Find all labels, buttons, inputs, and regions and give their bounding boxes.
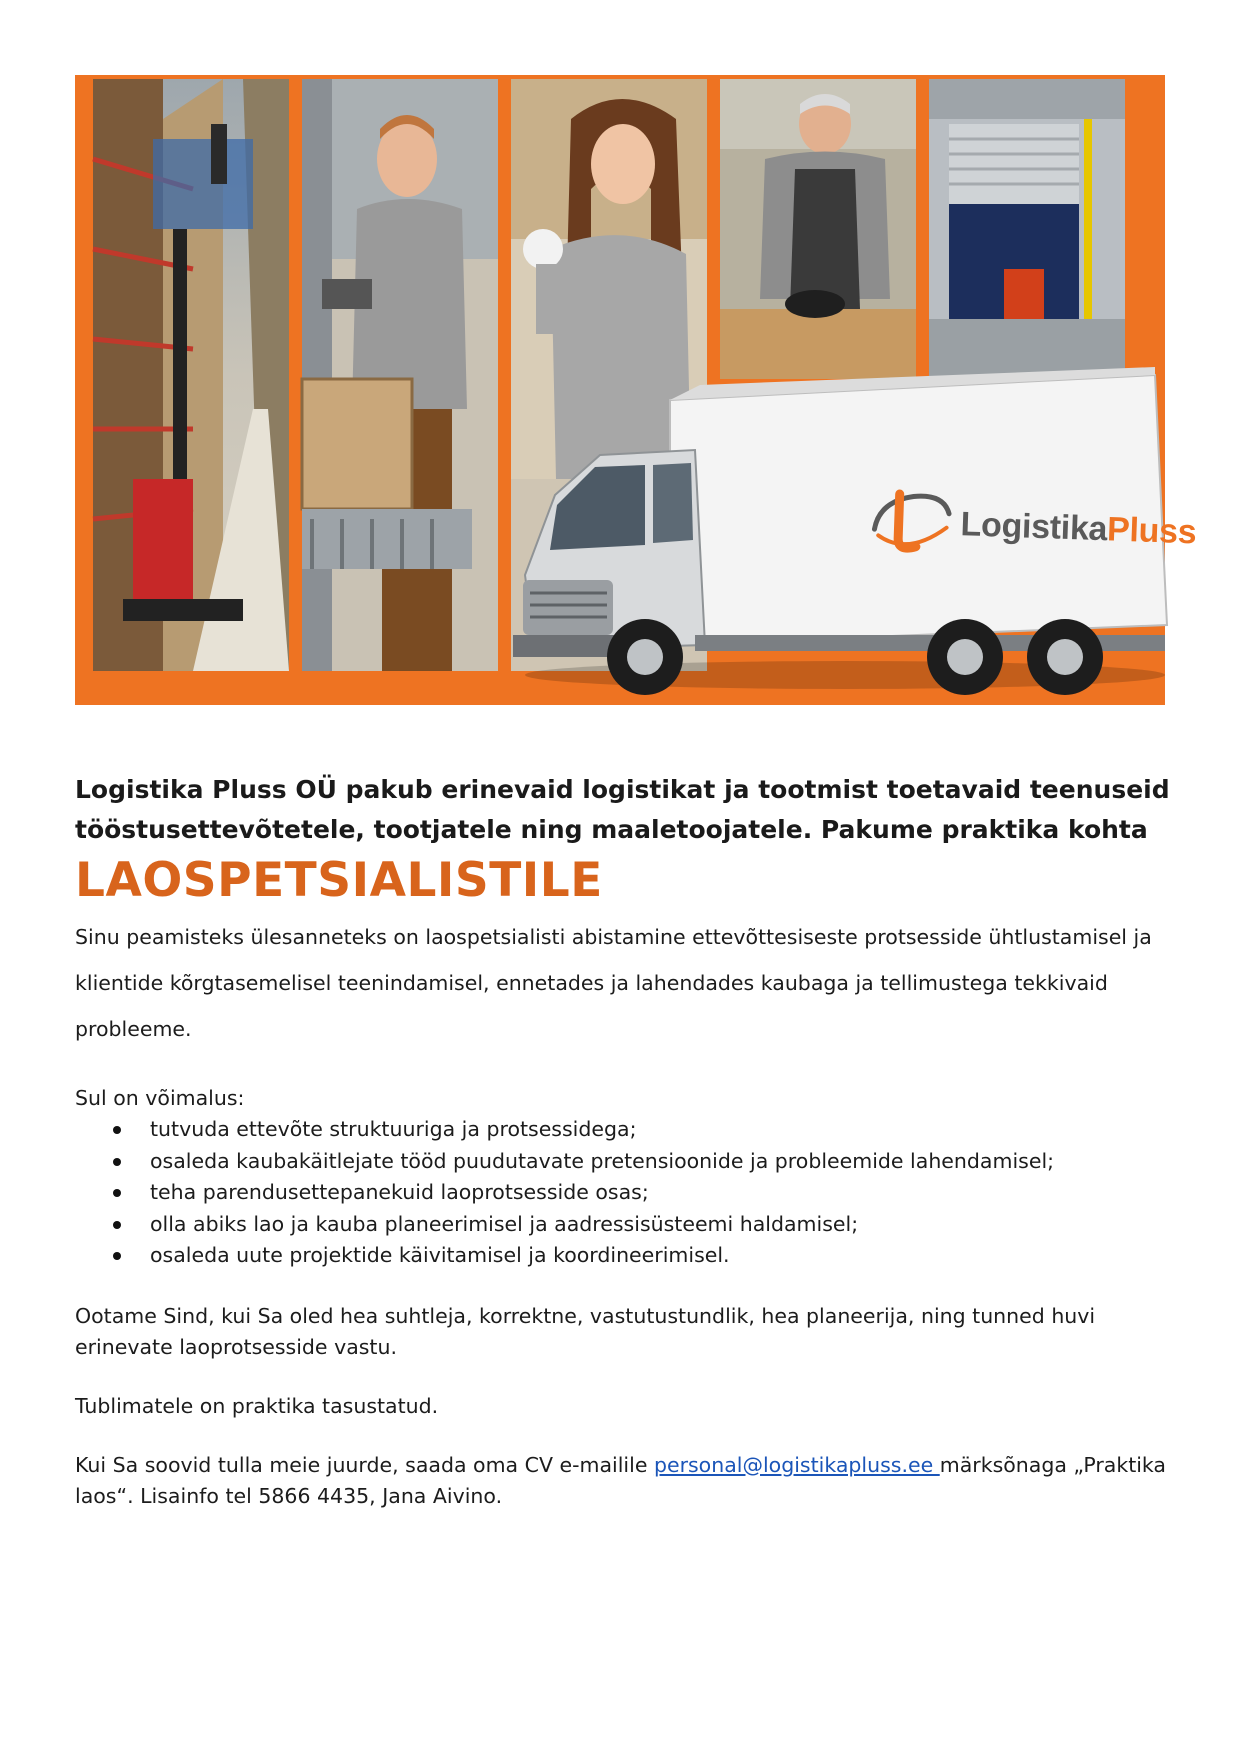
hero-banner (75, 75, 1198, 705)
list-item: osaleda uute projektide käivitamisel ja koordineerimisel. (75, 1240, 1170, 1272)
worker-packing-photo (720, 79, 916, 379)
logo-mark-icon (867, 485, 953, 560)
warehouse-aisle-photo (93, 79, 289, 671)
list-item: olla abiks lao ja kauba planeerimisel ja aadressisüsteemi haldamisel; (75, 1209, 1170, 1241)
job-ad-content (75, 770, 1170, 1512)
company-intro: Logistika Pluss OÜ pakub erinevaid logistikat ja tootmist toetavaid teenuseid tööstusettevõtetele, tootjatele ning maaletoojatele. Pakume praktika kohta (75, 775, 1170, 844)
contact-paragraph (75, 1450, 1170, 1512)
worker-conveyor-photo (302, 79, 498, 671)
loading-dock-photo (929, 79, 1125, 379)
brand-name (960, 505, 1197, 552)
duties-paragraph: Sinu peamisteks ülesanneteks on laospetsialisti abistamine ettevõttesiseste protsesside ühtlustamisel ja klientide kõrgtasemelisel teenindamisel, ennetades ja lahendades kaubaga ja tellimustega tekkivaid probleeme. (75, 925, 1152, 1041)
brand-name-part2: Pluss (1106, 509, 1198, 551)
list-item: tutvuda ettevõte struktuuriga ja protsessidega; (75, 1114, 1170, 1146)
email-link[interactable]: personal@logistikapluss.ee (653, 1452, 940, 1477)
brand-name-part1: Logistika (960, 504, 1108, 548)
contact-text-before: Kui Sa soovid tulla meie juurde, saada oma CV e-mailile (75, 1452, 654, 1477)
position-title: LAOSPETSIALISTILE (75, 853, 603, 908)
brand-logo (867, 485, 1197, 568)
paid-note: Tublimatele on praktika tasustatud. (75, 1393, 439, 1418)
list-item: osaleda kaubakäitlejate tööd puudutavate pretensioonide ja probleemide lahendamisel; (75, 1146, 1170, 1178)
opportunities-list (75, 1114, 1170, 1272)
contact-text-after: märksõnaga „Praktika laos“. Lisainfo tel 5866 4435, Jana Aivino. (75, 1452, 1166, 1508)
expectations-paragraph: Ootame Sind, kui Sa oled hea suhtleja, korrektne, vastutustundlik, hea planeerija, ning tunned huvi erinevate laoprotsesside vastu. (75, 1303, 1096, 1359)
opportunities-lead: Sul on võimalus: (75, 1086, 245, 1110)
list-item: teha parendusettepanekuid laoprotsesside osas; (75, 1177, 1170, 1209)
